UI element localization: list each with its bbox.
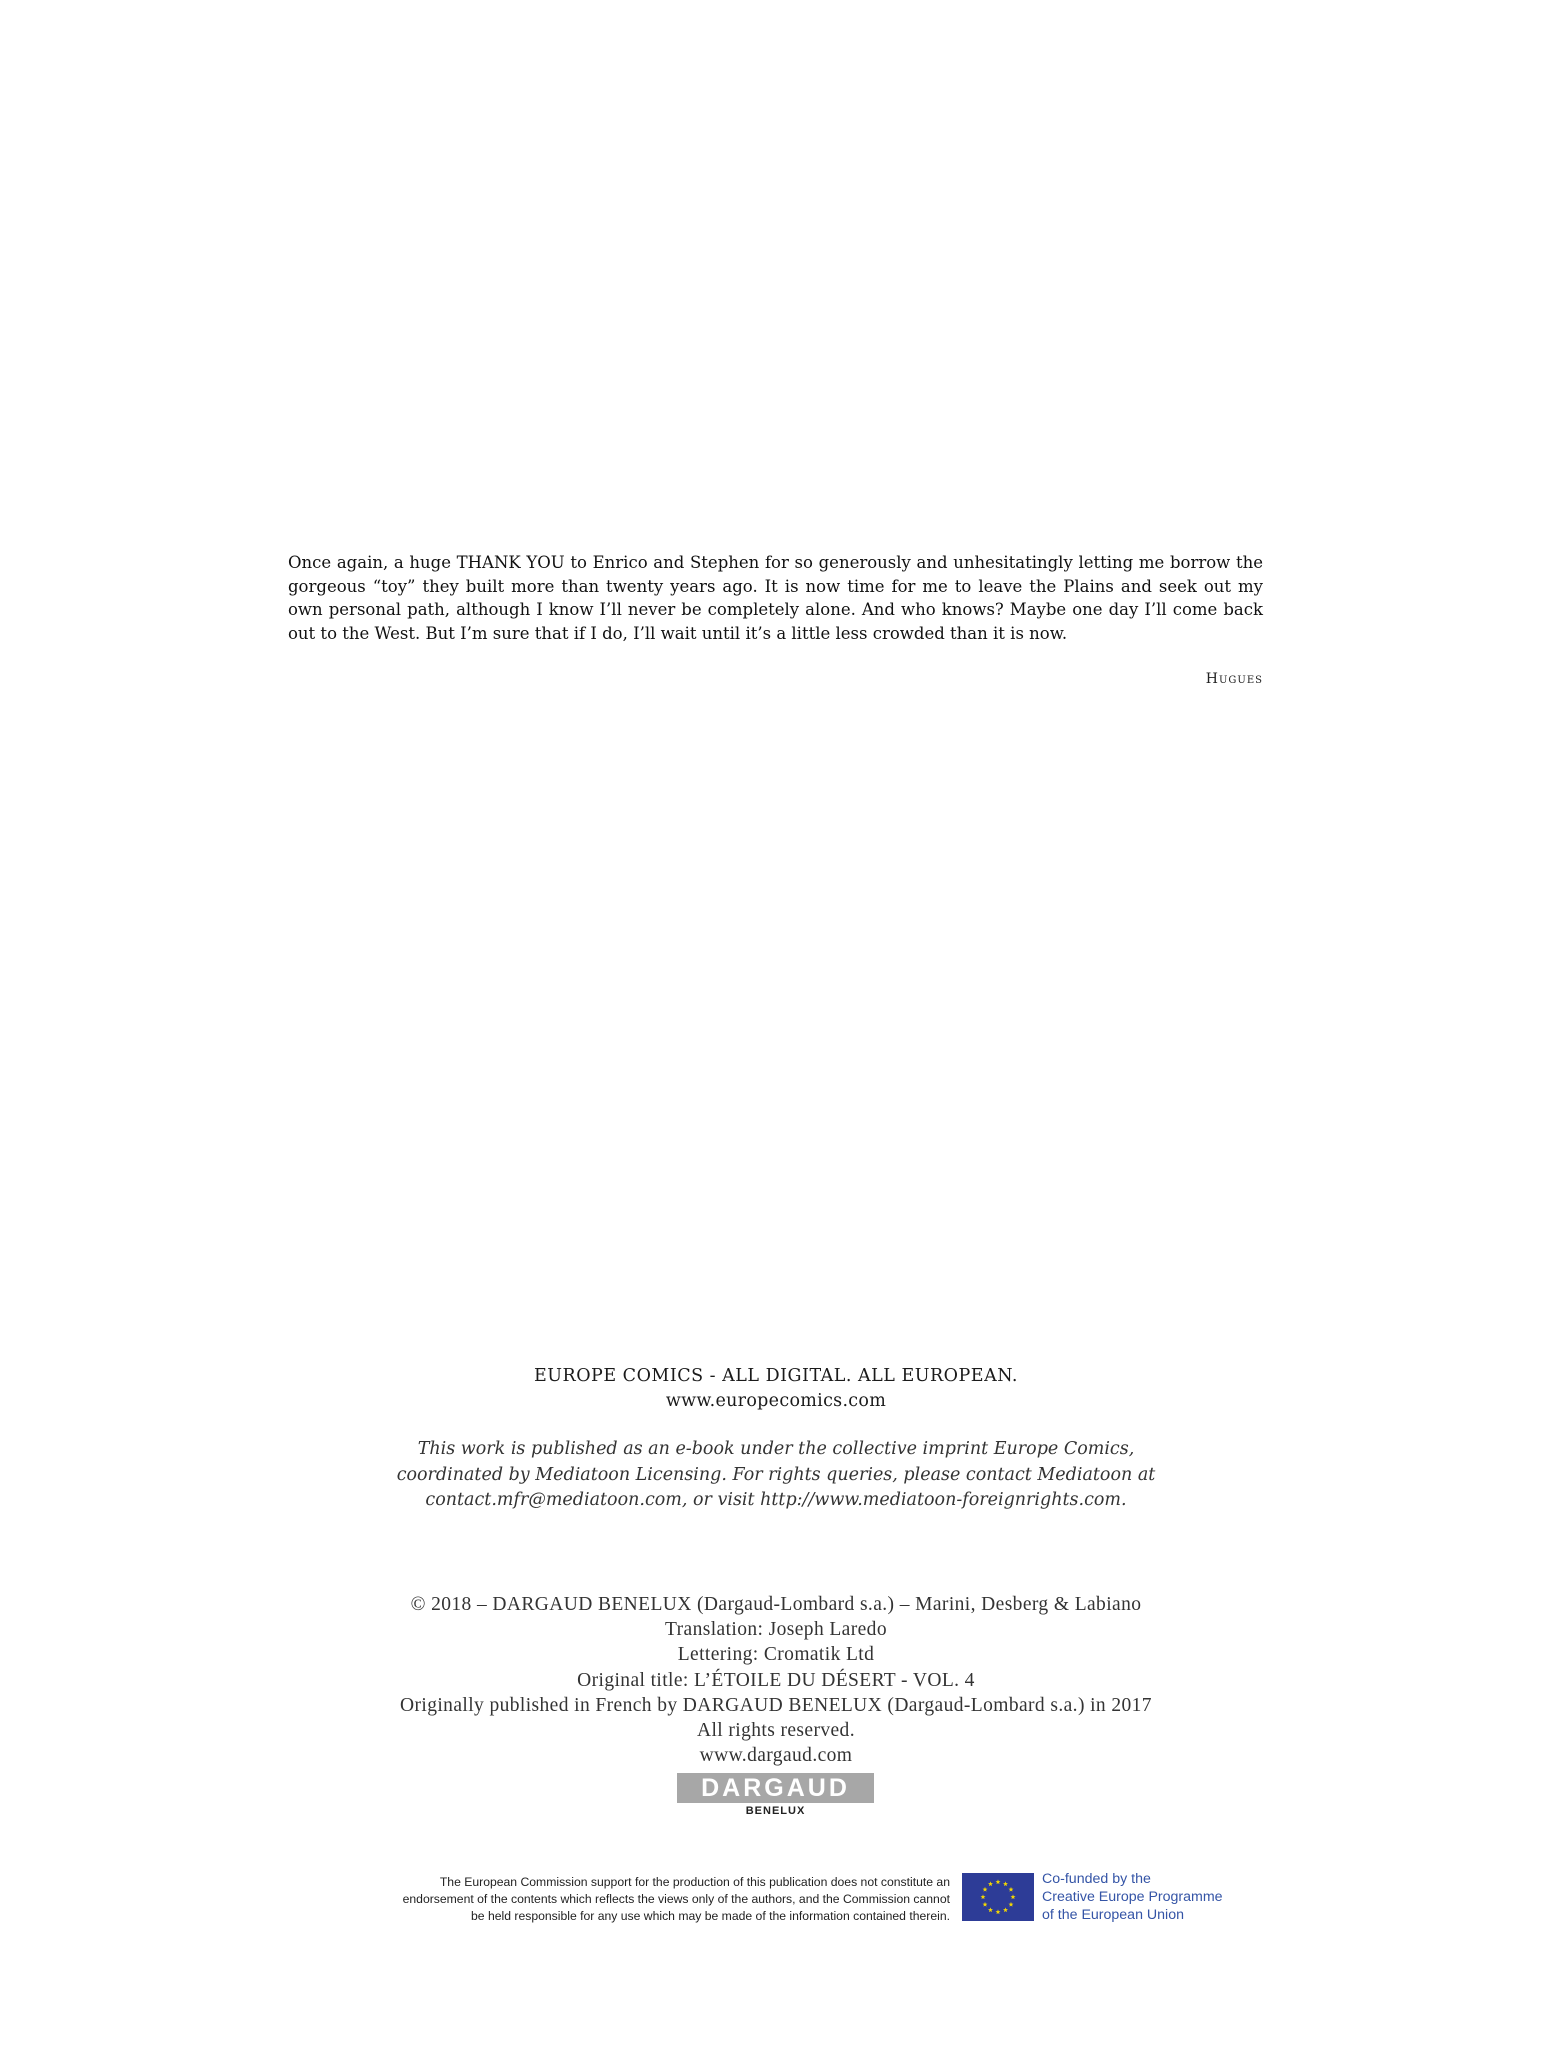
dargaud-logo-subtitle: BENELUX [745,1805,806,1817]
publication-notice-line: coordinated by Mediatoon Licensing. For rights queries, please contact Mediatoon at [396,1464,1156,1485]
publication-notice-line: This work is published as an e-book under the collective imprint Europe Comics, [417,1439,1135,1459]
europe-comics-tagline: EUROPE COMICS - ALL DIGITAL. ALL EUROPEAN. [534,1366,1018,1386]
eu-disclaimer-line: be held responsible for any use which may be made of the information contained therein. [471,1909,950,1923]
europe-comics-url[interactable]: www.europecomics.com [665,1391,887,1411]
publication-notice-line: contact.mfr@mediatoon.com, or visit http://www.mediatoon-foreignrights.com. [425,1490,1127,1510]
eu-flag-icon [962,1873,1034,1921]
dargaud-url[interactable]: www.dargaud.com [699,1745,853,1767]
eu-cofunded-line: Co-funded by the [1042,1871,1151,1887]
dargaud-logo [677,1773,874,1825]
lettering-credit: Lettering: Cromatik Ltd [677,1644,875,1666]
original-publication: Originally published in French by DARGAUD BENELUX (Dargaud-Lombard s.a.) in 2017 [400,1694,1152,1716]
publication-notice [276,1437,1276,1514]
eu-disclaimer [300,1874,950,1925]
author-signature: Hugues [1205,671,1263,687]
eu-disclaimer-line: The European Commission support for the production of this publication does not constitute an [439,1875,950,1889]
eu-cofunded-label [1042,1870,1282,1924]
original-title: Original title: L’ÉTOILE DU DÉSERT - VOL. 4 [577,1669,975,1691]
rights-reserved: All rights reserved. [696,1720,855,1742]
translation-credit: Translation: Joseph Laredo [665,1619,887,1641]
copyright-credits [276,1592,1276,1768]
copyright-line: © 2018 – DARGAUD BENELUX (Dargaud-Lombard s.a.) – Marini, Desberg & Labiano [410,1594,1142,1615]
eu-disclaimer-line: endorsement of the contents which reflects the views only of the authors, and the Commission cannot [402,1892,950,1906]
eu-cofunded-line: Creative Europe Programme [1042,1889,1223,1905]
eu-cofunded-line: of the European Union [1042,1907,1184,1923]
dargaud-logo-wordmark: DARGAUD [677,1773,874,1803]
acknowledgement-paragraph: Once again, a huge THANK YOU to Enrico and Stephen for so generously and unhesitatingly letting me borrow the gorgeous “toy” they built more than twenty years ago. It is now time for me to leave the Plains and seek out my own personal path, although I know I’ll never be completely alone. And who knows? Maybe one day I’ll come back out to the West. But I’m sure that if I do, I’ll wait until it’s a little less crowded than it is now. [288,553,1263,643]
